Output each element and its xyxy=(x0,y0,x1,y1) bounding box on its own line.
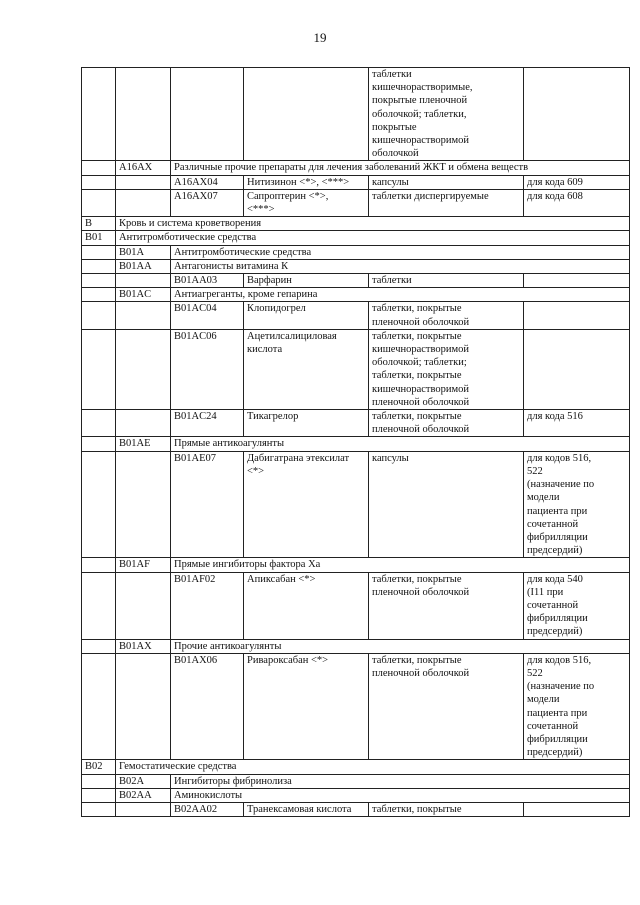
level2-cell xyxy=(116,189,171,216)
group-code: B01 xyxy=(82,231,116,245)
group-code: B01AA xyxy=(116,259,171,273)
dosage-form: таблетки, покрытые кишечнорастворимой оболочкой; таблетки; таблетки, покрытые кишечнорастворимой пленочной оболочкой xyxy=(369,329,524,409)
empty-cell xyxy=(82,259,116,273)
drug-code: A16AX07 xyxy=(171,189,244,216)
group-name: Антитромботические средства xyxy=(116,231,630,245)
group-code: B01AC xyxy=(116,288,171,302)
dosage-form: таблетки, покрытые пленочной оболочкой xyxy=(369,302,524,329)
table-body xyxy=(82,68,630,817)
group-name: Антитромботические средства xyxy=(171,245,630,259)
level2-cell xyxy=(116,802,171,816)
empty-cell xyxy=(82,558,116,572)
level1-cell xyxy=(82,802,116,816)
group-header-row xyxy=(82,217,630,231)
level1-cell xyxy=(82,572,116,639)
level2-cell xyxy=(116,329,171,409)
dosage-form: таблетки, покрытые xyxy=(369,802,524,816)
drug-row xyxy=(82,175,630,189)
drug-code: B02AA02 xyxy=(171,802,244,816)
drug-name: Варфарин xyxy=(244,274,369,288)
drug-name: Апиксабан <*> xyxy=(244,572,369,639)
drug-code: A16AX04 xyxy=(171,175,244,189)
diagnosis-note: для кода 540 (I11 при сочетанной фибрилляции предсердий) xyxy=(524,572,630,639)
drug-row xyxy=(82,802,630,816)
level2-cell xyxy=(116,451,171,558)
drug-name: Клопидогрел xyxy=(244,302,369,329)
drug-row xyxy=(82,410,630,437)
level1-cell xyxy=(82,68,116,161)
empty-cell xyxy=(82,437,116,451)
group-header-row xyxy=(82,760,630,774)
drug-name: Сапроптерин <*>, <***> xyxy=(244,189,369,216)
dosage-form: таблетки диспергируемые xyxy=(369,189,524,216)
drug-name: Ривароксабан <*> xyxy=(244,653,369,760)
level1-cell xyxy=(82,175,116,189)
group-code: B02 xyxy=(82,760,116,774)
diagnosis-note: для кода 608 xyxy=(524,189,630,216)
drug-row xyxy=(82,451,630,558)
drug-name: Ацетилсалициловая кислота xyxy=(244,329,369,409)
level1-cell xyxy=(82,653,116,760)
group-code: B02A xyxy=(116,774,171,788)
drug-name: Транексамовая кислота xyxy=(244,802,369,816)
diagnosis-note: для кода 516 xyxy=(524,410,630,437)
drug-code: B01AF02 xyxy=(171,572,244,639)
diagnosis-note xyxy=(524,68,630,161)
group-header-row xyxy=(82,288,630,302)
drug-row xyxy=(82,274,630,288)
drug-name: Дабигатрана этексилат <*> xyxy=(244,451,369,558)
empty-cell xyxy=(82,639,116,653)
drug-code: B01AX06 xyxy=(171,653,244,760)
group-name: Прямые антикоагулянты xyxy=(171,437,630,451)
dosage-form: таблетки кишечнорастворимые, покрытые пленочной оболочкой; таблетки, покрытые кишечнорастворимой оболочкой xyxy=(369,68,524,161)
drug-code: B01AC06 xyxy=(171,329,244,409)
level2-cell xyxy=(116,410,171,437)
group-header-row xyxy=(82,161,630,175)
diagnosis-note xyxy=(524,274,630,288)
group-header-row xyxy=(82,639,630,653)
empty-cell xyxy=(82,245,116,259)
drug-list-table xyxy=(81,67,630,817)
drug-row xyxy=(82,653,630,760)
drug-code xyxy=(171,68,244,161)
empty-cell xyxy=(82,774,116,788)
drug-row xyxy=(82,68,630,161)
level1-cell xyxy=(82,410,116,437)
group-header-row xyxy=(82,437,630,451)
level2-cell xyxy=(116,302,171,329)
group-name: Ингибиторы фибринолиза xyxy=(171,774,630,788)
group-name: Кровь и система кроветворения xyxy=(116,217,630,231)
drug-row xyxy=(82,572,630,639)
group-name: Антиагреганты, кроме гепарина xyxy=(171,288,630,302)
group-code: A16AX xyxy=(116,161,171,175)
drug-code: B01AC04 xyxy=(171,302,244,329)
page-number: 19 xyxy=(313,30,327,45)
drug-code: B01AE07 xyxy=(171,451,244,558)
group-name: Гемостатические средства xyxy=(116,760,630,774)
group-name: Антагонисты витамина К xyxy=(171,259,630,273)
drug-row xyxy=(82,189,630,216)
group-code: B01A xyxy=(116,245,171,259)
group-header-row xyxy=(82,774,630,788)
drug-name: Нитизинон <*>, <***> xyxy=(244,175,369,189)
level2-cell xyxy=(116,572,171,639)
group-code: B xyxy=(82,217,116,231)
dosage-form: таблетки, покрытые пленочной оболочкой xyxy=(369,653,524,760)
drug-name: Тикагрелор xyxy=(244,410,369,437)
group-name: Прочие антикоагулянты xyxy=(171,639,630,653)
dosage-form: таблетки xyxy=(369,274,524,288)
drug-name xyxy=(244,68,369,161)
diagnosis-note xyxy=(524,302,630,329)
empty-cell xyxy=(82,288,116,302)
diagnosis-note: для кодов 516, 522 (назначение по модели пациента при сочетанной фибрилляции предсердий) xyxy=(524,653,630,760)
dosage-form: капсулы xyxy=(369,175,524,189)
group-header-row xyxy=(82,788,630,802)
group-name: Аминокислоты xyxy=(171,788,630,802)
group-code: B02AA xyxy=(116,788,171,802)
drug-code: B01AC24 xyxy=(171,410,244,437)
drug-code: B01AA03 xyxy=(171,274,244,288)
group-name: Различные прочие препараты для лечения заболеваний ЖКТ и обмена веществ xyxy=(171,161,630,175)
level1-cell xyxy=(82,189,116,216)
group-header-row xyxy=(82,558,630,572)
group-name: Прямые ингибиторы фактора Ха xyxy=(171,558,630,572)
dosage-form: таблетки, покрытые пленочной оболочкой xyxy=(369,410,524,437)
level2-cell xyxy=(116,274,171,288)
level1-cell xyxy=(82,302,116,329)
group-header-row xyxy=(82,245,630,259)
drug-row xyxy=(82,329,630,409)
level2-cell xyxy=(116,175,171,189)
group-code: B01AF xyxy=(116,558,171,572)
dosage-form: капсулы xyxy=(369,451,524,558)
diagnosis-note xyxy=(524,802,630,816)
group-code: B01AX xyxy=(116,639,171,653)
group-code: B01AE xyxy=(116,437,171,451)
empty-cell xyxy=(82,161,116,175)
empty-cell xyxy=(82,788,116,802)
diagnosis-note xyxy=(524,329,630,409)
diagnosis-note: для кода 609 xyxy=(524,175,630,189)
group-header-row xyxy=(82,231,630,245)
diagnosis-note: для кодов 516, 522 (назначение по модели пациента при сочетанной фибрилляции предсердий) xyxy=(524,451,630,558)
level1-cell xyxy=(82,451,116,558)
dosage-form: таблетки, покрытые пленочной оболочкой xyxy=(369,572,524,639)
group-header-row xyxy=(82,259,630,273)
level1-cell xyxy=(82,274,116,288)
drug-row xyxy=(82,302,630,329)
level1-cell xyxy=(82,329,116,409)
level2-cell xyxy=(116,68,171,161)
level2-cell xyxy=(116,653,171,760)
